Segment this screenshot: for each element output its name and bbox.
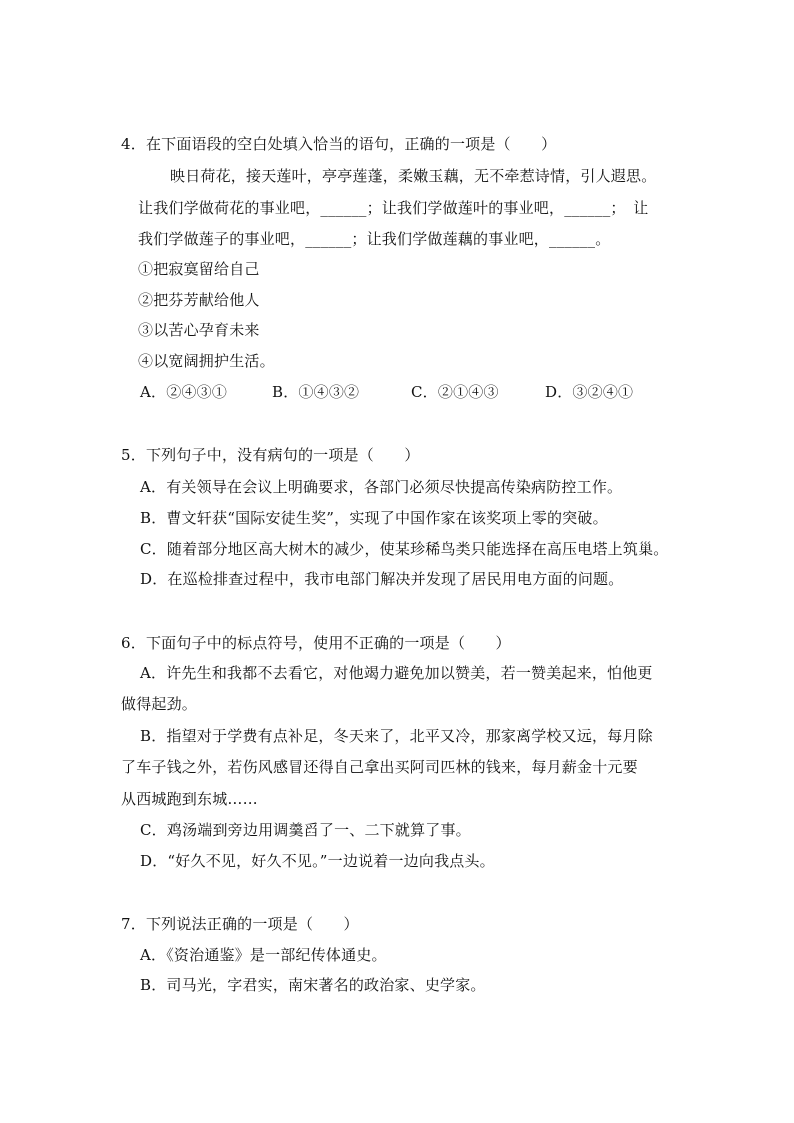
question-4-item-2: ②把芬芳献给他人 — [138, 291, 260, 309]
question-5-option-c[interactable]: C．随着部分地区高大树木的减少，使某珍稀鸟类只能选择在高压电塔上筑巢。 — [140, 540, 669, 558]
question-4-option-a[interactable]: A．②④③① — [140, 383, 228, 401]
question-4-passage-line-3: 我们学做莲子的事业吧，______；让我们学做莲藕的事业吧，______。 — [138, 230, 611, 248]
question-5-stem: 5．下列句子中，没有病句的一项是（ ） — [121, 446, 420, 464]
question-6-option-b-line-1[interactable]: B．指望对于学费有点补足，冬天来了，北平又冷，那家离学校又远，每月除 — [140, 727, 653, 745]
question-7-option-b[interactable]: B．司马光，字君实，南宋著名的政治家、史学家。 — [140, 976, 486, 994]
question-4-option-b[interactable]: B．①④③② — [272, 383, 360, 401]
question-4-item-3: ③以苦心孕育未来 — [138, 321, 260, 339]
question-6-option-b-line-2: 了车子钱之外，若伤风感冒还得自己拿出买阿司匹林的钱来，每月薪金十元要 — [121, 758, 638, 776]
question-4-option-d[interactable]: D．③②④① — [545, 383, 634, 401]
question-4-item-1: ①把寂寞留给自己 — [138, 260, 260, 278]
question-5-option-a[interactable]: A．有关领导在会议上明确要求，各部门必须尽快提高传染病防控工作。 — [140, 478, 623, 496]
question-6-stem: 6．下面句子中的标点符号，使用不正确的一项是（ ） — [121, 634, 511, 652]
question-4-item-4: ④以宽阔拥护生活。 — [138, 352, 275, 370]
question-6-option-a-line-2: 做得起劲。 — [121, 695, 198, 713]
question-7-stem: 7．下列说法正确的一项是（ ） — [121, 915, 359, 933]
question-6-option-c[interactable]: C．鸡汤端到旁边用调羹舀了一、二下就算了事。 — [140, 821, 471, 839]
question-7-option-a[interactable]: A．《资治通鉴》是一部纪传体通史。 — [140, 946, 387, 964]
question-4-stem: 4．在下面语段的空白处填入恰当的语句，正确的一项是（ ） — [121, 135, 557, 153]
question-4-option-c[interactable]: C．②①④③ — [411, 383, 499, 401]
question-4-passage-line-1: 映日荷花，接天莲叶，亭亭莲蓬，柔嫩玉藕，无不牵惹诗情，引人遐思。 — [170, 167, 657, 185]
question-6-option-a-line-1[interactable]: A．许先生和我都不去看它，对他竭力避免加以赞美，若一赞美起来，怕他更 — [140, 664, 653, 682]
question-6-option-b-line-3: 从西城跑到东城…… — [121, 790, 258, 808]
question-6-option-d[interactable]: D．“好久不见，好久不见。”一边说着一边向我点头。 — [140, 852, 495, 870]
question-5-option-b[interactable]: B．曹文轩获“国际安徒生奖”，实现了中国作家在该奖项上零的突破。 — [140, 509, 608, 527]
question-4-passage-line-2: 让我们学做荷花的事业吧，______；让我们学做莲叶的事业吧，______； 让 — [138, 199, 649, 217]
question-5-option-d[interactable]: D．在巡检排查过程中，我市电部门解决并发现了居民用电方面的问题。 — [140, 570, 624, 588]
